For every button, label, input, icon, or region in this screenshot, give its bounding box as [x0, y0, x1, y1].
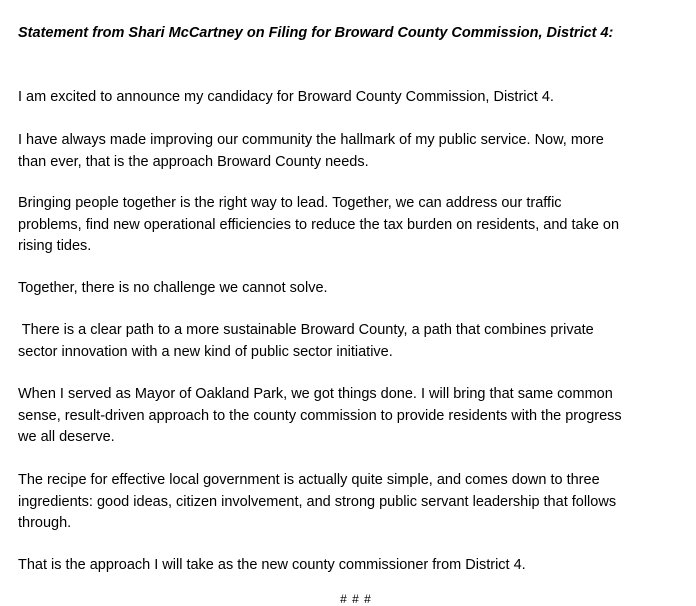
paragraph-line: problems, find new operational efficiencies to reduce the tax burden on residents, and take on: [18, 216, 620, 233]
paragraph-line: I am excited to announce my candidacy for Broward County Commission, District 4.: [18, 89, 554, 105]
paragraph-line: The recipe for effective local government is actually quite simple, and comes down to three: [18, 472, 600, 488]
paragraph-line: sense, result-driven approach to the county commission to provide residents with the progress: [18, 407, 622, 424]
paragraph-announcement: [18, 87, 686, 109]
paragraph-line: When I served as Mayor of Oakland Park, we got things done. I will bring that same common: [18, 386, 613, 402]
paragraph-line: ingredients: good ideas, citizen involvement, and strong public servant leadership that follows: [18, 493, 617, 510]
paragraph-line: That is the approach I will take as the new county commissioner from District 4.: [18, 557, 526, 573]
paragraph-line: Together, there is no challenge we cannot solve.: [18, 280, 328, 296]
paragraph-line: sector innovation with a new kind of public sector initiative.: [18, 343, 393, 360]
paragraph-closing: [18, 555, 686, 577]
paragraph-public-service: [18, 130, 686, 173]
paragraph-line: There is a clear path to a more sustainable Broward County, a path that combines private: [18, 322, 594, 338]
paragraph-line: rising tides.: [18, 238, 92, 254]
paragraph-sustainable-path: [18, 320, 686, 363]
paragraph-line: Bringing people together is the right way to lead. Together, we can address our traffic: [18, 195, 562, 211]
paragraph-line: than ever, that is the approach Broward County needs.: [18, 153, 369, 170]
paragraph-line: I have always made improving our community the hallmark of my public service. Now, more: [18, 132, 604, 148]
paragraph-no-challenge: [18, 278, 686, 300]
end-of-release-mark: # # #: [340, 592, 372, 606]
paragraph-bringing-people-together: [18, 193, 686, 258]
paragraph-recipe: [18, 470, 686, 535]
statement-title: Statement from Shari McCartney on Filing for Broward County Commission, District 4:: [18, 25, 614, 41]
paragraph-line: we all deserve.: [18, 429, 115, 445]
paragraph-mayor-record: [18, 384, 686, 449]
paragraph-line: through.: [18, 515, 72, 531]
